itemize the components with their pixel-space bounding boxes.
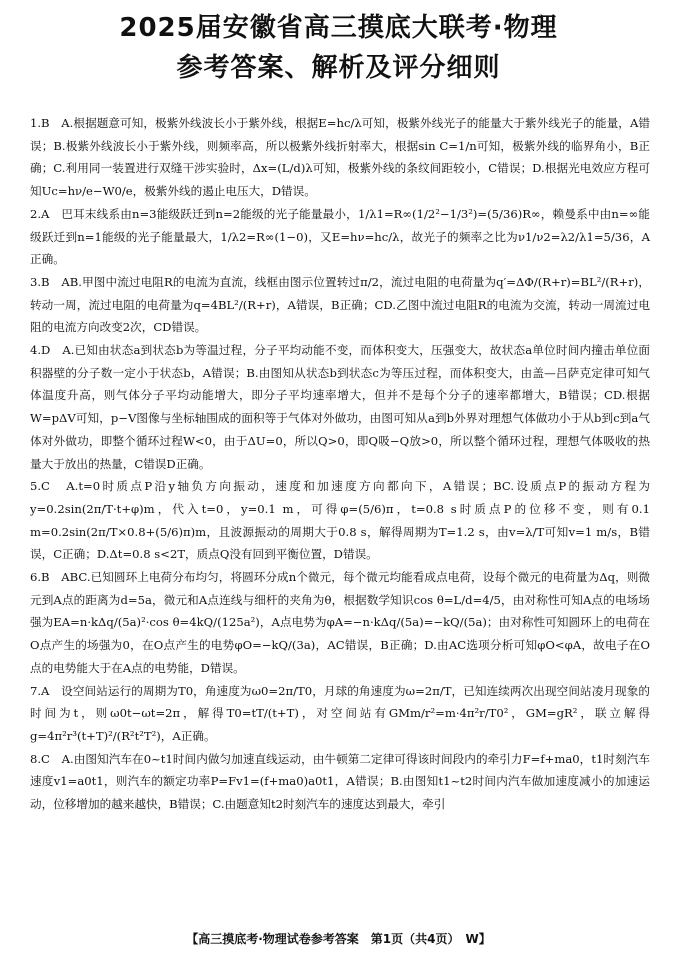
- answer-7: 7.A 设空间站运行的周期为T0，角速度为ω0=2π/T0，月球的角速度为ω=2π/T，已知连续两次出现空间站凌月现象的时间为t，则ω0t−ωt=2π，解得T0=tT/(t+T)，对空间站有GMm/r²=m·4π²r/T0²，GM=gR²，联立解得g=4π²r³(t+T)²/(R²t²T²)，A正确。: [30, 683, 650, 743]
- answer-1: 1.B A.根据题意可知，极紫外线波长小于紫外线，根据E=hc/λ可知，极紫外线光子的能量大于紫外线光子的能量，A错误；B.极紫外线波长小于紫外线，则频率高，所以极紫外线折射率大，根据sin C=1/n可知，极紫外线的临界角小，B正确；C.利用同一装置进行双缝干涉实验时，Δx=(L/d)λ可知，极紫外线的条纹间距较小，C错误；D.根据光电效应方程可知Uc=hν/e−W0/e，极紫外线的遏止电压大，D错误。: [30, 116, 650, 199]
- answer-2: 2.A 巴耳末线系由n=3能级跃迁到n=2能级的光子能量最小，1/λ1=R∞(1/2²−1/3²)=(5/36)R∞，赖曼系中由n=∞能级跃迁到n=1能级的光子能量最大，1/λ2=R∞(1−0)，又E=hν=hc/λ，故光子的频率之比为ν1/ν2=λ2/λ1=5/36，A正确。: [30, 206, 650, 267]
- document-title: 2025届安徽省高三摸底大联考·物理: [119, 13, 558, 43]
- answer-list: [30, 112, 650, 816]
- answer-3: 3.B AB.甲图中流过电阻R的电流为直流，线框由图示位置转过π/2，流过电阻的电荷量为q′=ΔΦ/(R+r)=BL²/(R+r)，转动一周，流过电阻的电荷量为q=4BL²/(R+r)，A错误，B正确；CD.乙图中流过电阻R的电流为交流，转动一周流过电阻的电流方向改变2次，CD错误。: [30, 274, 650, 335]
- document-subtitle: 参考答案、解析及评分细则: [176, 53, 501, 83]
- answer-6: 6.B ABC.已知圆环上电荷分布均匀，将圆环分成n个微元，每个微元均能看成点电荷，设每个微元的电荷量为Δq，则微元到A点的距离为d=5a，微元和A点连线与细杆的夹角为θ，根据数学知识cos θ=L/d=4/5，由对称性可知A点的电场场强为EA=n·kΔq/(5a)²·cos θ=4kQ/(125a²)，A点电势为φA=−n·kΔq/(5a)=−kQ/(5a)；由对称性可知圆环上的电荷在O点产生的场强为0，在O点产生的电势φO=−kQ/(3a)，AC错误，B正确；D.由AC选项分析可知φO<φA，故电子在O点的电势能大于在A点的电势能，D错误。: [30, 570, 650, 675]
- page-footer: 【高三摸底考·物理试卷参考答案 第1页（共4页） W】: [186, 932, 491, 946]
- answer-8: 8.C A.由图知汽车在0~t1时间内做匀加速直线运动，由牛顿第二定律可得该时间段内的牵引力F=f+ma0，t1时刻汽车速度v1=a0t1，则汽车的额定功率P=Fv1=(f+ma0)a0t1，A错误；B.由图知t1~t2时间内汽车做加速度减小的加速运动，位移增加的越来越快，B错误；C.由题意知t2时刻汽车的速度达到最大，牵引: [30, 751, 650, 812]
- answer-5: 5.C A.t=0时质点P沿y轴负方向振动，速度和加速度方向都向下，A错误；BC.设质点P的振动方程为y=0.2sin(2π/T·t+φ)m，代入t=0，y=0.1 m，可得φ=(5/6)π，t=0.8 s时质点P的位移不变，则有0.1 m=0.2sin(2π/T×0.8+(5/6)π)m，且波源振动的周期大于0.8 s，解得周期为T=1.2 s，由v=λ/T可知v=1 m/s，B错误，C正确；D.Δt=0.8 s<2T，质点Q没有回到平衡位置，D错误。: [30, 479, 650, 562]
- answer-4: 4.D A.已知由状态a到状态b为等温过程，分子平均动能不变，而体积变大，压强变大，故状态a单位时间内撞击单位面积器壁的分子数一定小于状态b，A错误；B.由图知从状态b到状态c为等压过程，而体积变大，由盖—吕萨克定律可知气体温度升高，则气体分子平均动能增大，即分子平均速率增大，但并不是每个分子的速率都增大，B错误；CD.根据W=pΔV可知，p−V图像与坐标轴围成的面积等于气体对外做功，由图可知从a到b外界对理想气体做功小于从b到c到a气体对外做功，即整个循环过程W<0，由于ΔU=0，所以Q>0，即Q吸−Q放>0，所以整个循环过程，理想气体吸收的热量大于放出的热量，C错误D正确。: [30, 343, 650, 471]
